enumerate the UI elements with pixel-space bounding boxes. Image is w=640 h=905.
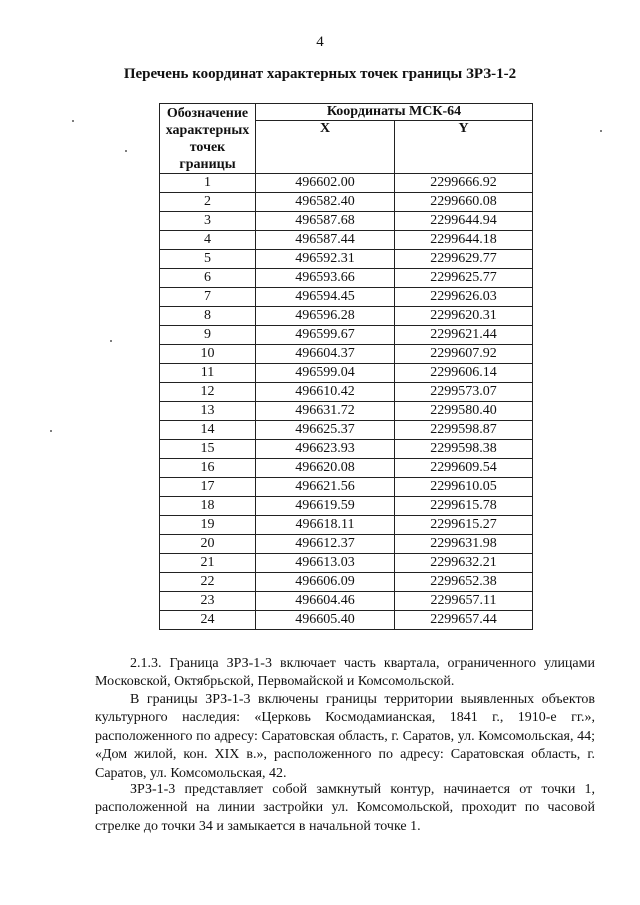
x-coordinate-cell: 496618.11 <box>256 516 395 535</box>
x-column-header: X <box>256 121 395 174</box>
y-coordinate-cell: 2299632.21 <box>395 554 533 573</box>
table-row <box>160 497 533 516</box>
y-coordinate-cell: 2299607.92 <box>395 345 533 364</box>
point-number-cell: 3 <box>160 212 256 231</box>
y-coordinate-cell: 2299606.14 <box>395 364 533 383</box>
document-title: Перечень координат характерных точек границы ЗРЗ-1-2 <box>123 66 517 82</box>
paragraph-text: В границы ЗРЗ-1-3 включены границы территории выявленных объектов культурного наследия: «Церковь Космодамианская, 1841 г., 1910-е гг.», расположенного по адресу: Саратовская область, г. Саратов, ул. Комсомольская, 44; «Дом жилой, кон. XIX в.», расположенного по адресу: Саратовская область, г. Саратов, ул. Комсомольская, 42. <box>95 692 595 781</box>
x-coordinate-cell: 496596.28 <box>256 307 395 326</box>
point-number-cell: 20 <box>160 535 256 554</box>
table-row <box>160 231 533 250</box>
x-coordinate-cell: 496592.31 <box>256 250 395 269</box>
page-number: 4 <box>316 34 324 50</box>
point-number-cell: 16 <box>160 459 256 478</box>
y-coordinate-cell: 2299657.44 <box>395 611 533 630</box>
table-row <box>160 212 533 231</box>
x-coordinate-cell: 496587.68 <box>256 212 395 231</box>
y-coordinate-cell: 2299644.18 <box>395 231 533 250</box>
table-row <box>160 326 533 345</box>
scan-speck <box>50 430 52 432</box>
table-row <box>160 440 533 459</box>
point-number-cell: 10 <box>160 345 256 364</box>
scan-speck <box>125 150 127 152</box>
table-row <box>160 250 533 269</box>
point-number-cell: 4 <box>160 231 256 250</box>
point-number-cell: 21 <box>160 554 256 573</box>
scan-speck <box>600 130 602 132</box>
point-designation-header: Обозначение характерных точек границы <box>160 104 256 174</box>
paragraph-heritage-objects <box>95 691 595 783</box>
x-coordinate-cell: 496606.09 <box>256 573 395 592</box>
table-row <box>160 516 533 535</box>
point-number-cell: 1 <box>160 174 256 193</box>
point-number-cell: 7 <box>160 288 256 307</box>
y-coordinate-cell: 2299573.07 <box>395 383 533 402</box>
y-coordinate-cell: 2299644.94 <box>395 212 533 231</box>
x-coordinate-cell: 496604.46 <box>256 592 395 611</box>
point-number-cell: 17 <box>160 478 256 497</box>
x-coordinate-cell: 496625.37 <box>256 421 395 440</box>
x-coordinate-cell: 496602.00 <box>256 174 395 193</box>
x-coordinate-cell: 496594.45 <box>256 288 395 307</box>
point-number-cell: 19 <box>160 516 256 535</box>
y-coordinate-cell: 2299657.11 <box>395 592 533 611</box>
coordinates-table <box>159 103 533 630</box>
y-coordinate-cell: 2299615.27 <box>395 516 533 535</box>
table-row <box>160 554 533 573</box>
x-coordinate-cell: 496619.59 <box>256 497 395 516</box>
paragraph-text: ЗРЗ-1-3 представляет собой замкнутый контур, начинается от точки 1, расположенной на линии застройки ул. Комсомольской, проходит по часовой стрелке до точки 34 и замыкается в начальной точке 1. <box>95 782 595 834</box>
x-coordinate-cell: 496599.04 <box>256 364 395 383</box>
table-row <box>160 592 533 611</box>
x-coordinate-cell: 496587.44 <box>256 231 395 250</box>
table-row <box>160 478 533 497</box>
y-coordinate-cell: 2299580.40 <box>395 402 533 421</box>
x-coordinate-cell: 496623.93 <box>256 440 395 459</box>
y-coordinate-cell: 2299609.54 <box>395 459 533 478</box>
point-number-cell: 18 <box>160 497 256 516</box>
point-number-cell: 15 <box>160 440 256 459</box>
table-row <box>160 364 533 383</box>
y-coordinate-cell: 2299625.77 <box>395 269 533 288</box>
point-number-cell: 12 <box>160 383 256 402</box>
table-row <box>160 345 533 364</box>
coordinates-system-header: Координаты МСК-64 <box>256 104 533 121</box>
x-coordinate-cell: 496593.66 <box>256 269 395 288</box>
paragraph-boundary-description <box>95 655 595 692</box>
point-number-cell: 24 <box>160 611 256 630</box>
x-coordinate-cell: 496631.72 <box>256 402 395 421</box>
y-coordinate-cell: 2299598.38 <box>395 440 533 459</box>
y-coordinate-cell: 2299629.77 <box>395 250 533 269</box>
y-coordinate-cell: 2299626.03 <box>395 288 533 307</box>
x-coordinate-cell: 496604.37 <box>256 345 395 364</box>
table-row <box>160 611 533 630</box>
point-number-cell: 2 <box>160 193 256 212</box>
point-number-cell: 11 <box>160 364 256 383</box>
point-number-cell: 22 <box>160 573 256 592</box>
table-row <box>160 535 533 554</box>
table-row <box>160 383 533 402</box>
point-number-cell: 6 <box>160 269 256 288</box>
table-row <box>160 307 533 326</box>
y-column-header: Y <box>395 121 533 174</box>
point-number-cell: 13 <box>160 402 256 421</box>
y-coordinate-cell: 2299631.98 <box>395 535 533 554</box>
x-coordinate-cell: 496612.37 <box>256 535 395 554</box>
coordinates-table-body <box>160 174 533 630</box>
point-number-cell: 5 <box>160 250 256 269</box>
scan-speck <box>72 120 74 122</box>
x-coordinate-cell: 496605.40 <box>256 611 395 630</box>
y-coordinate-cell: 2299621.44 <box>395 326 533 345</box>
x-coordinate-cell: 496599.67 <box>256 326 395 345</box>
scan-speck <box>110 340 112 342</box>
point-number-cell: 8 <box>160 307 256 326</box>
table-row <box>160 269 533 288</box>
table-header-row <box>160 104 533 121</box>
y-coordinate-cell: 2299598.87 <box>395 421 533 440</box>
y-coordinate-cell: 2299615.78 <box>395 497 533 516</box>
x-coordinate-cell: 496610.42 <box>256 383 395 402</box>
table-row <box>160 421 533 440</box>
paragraph-text: 2.1.3. Граница ЗРЗ-1-3 включает часть квартала, ограниченного улицами Московской, Октябрьской, Первомайской и Комсомольской. <box>95 656 595 690</box>
y-coordinate-cell: 2299660.08 <box>395 193 533 212</box>
y-coordinate-cell: 2299620.31 <box>395 307 533 326</box>
table-row <box>160 193 533 212</box>
x-coordinate-cell: 496621.56 <box>256 478 395 497</box>
x-coordinate-cell: 496620.08 <box>256 459 395 478</box>
y-coordinate-cell: 2299666.92 <box>395 174 533 193</box>
table-row <box>160 573 533 592</box>
point-number-cell: 14 <box>160 421 256 440</box>
paragraph-contour-description <box>95 781 595 836</box>
table-row <box>160 288 533 307</box>
x-coordinate-cell: 496582.40 <box>256 193 395 212</box>
table-row <box>160 402 533 421</box>
y-coordinate-cell: 2299610.05 <box>395 478 533 497</box>
point-number-cell: 23 <box>160 592 256 611</box>
x-coordinate-cell: 496613.03 <box>256 554 395 573</box>
table-row <box>160 174 533 193</box>
y-coordinate-cell: 2299652.38 <box>395 573 533 592</box>
table-row <box>160 459 533 478</box>
point-number-cell: 9 <box>160 326 256 345</box>
